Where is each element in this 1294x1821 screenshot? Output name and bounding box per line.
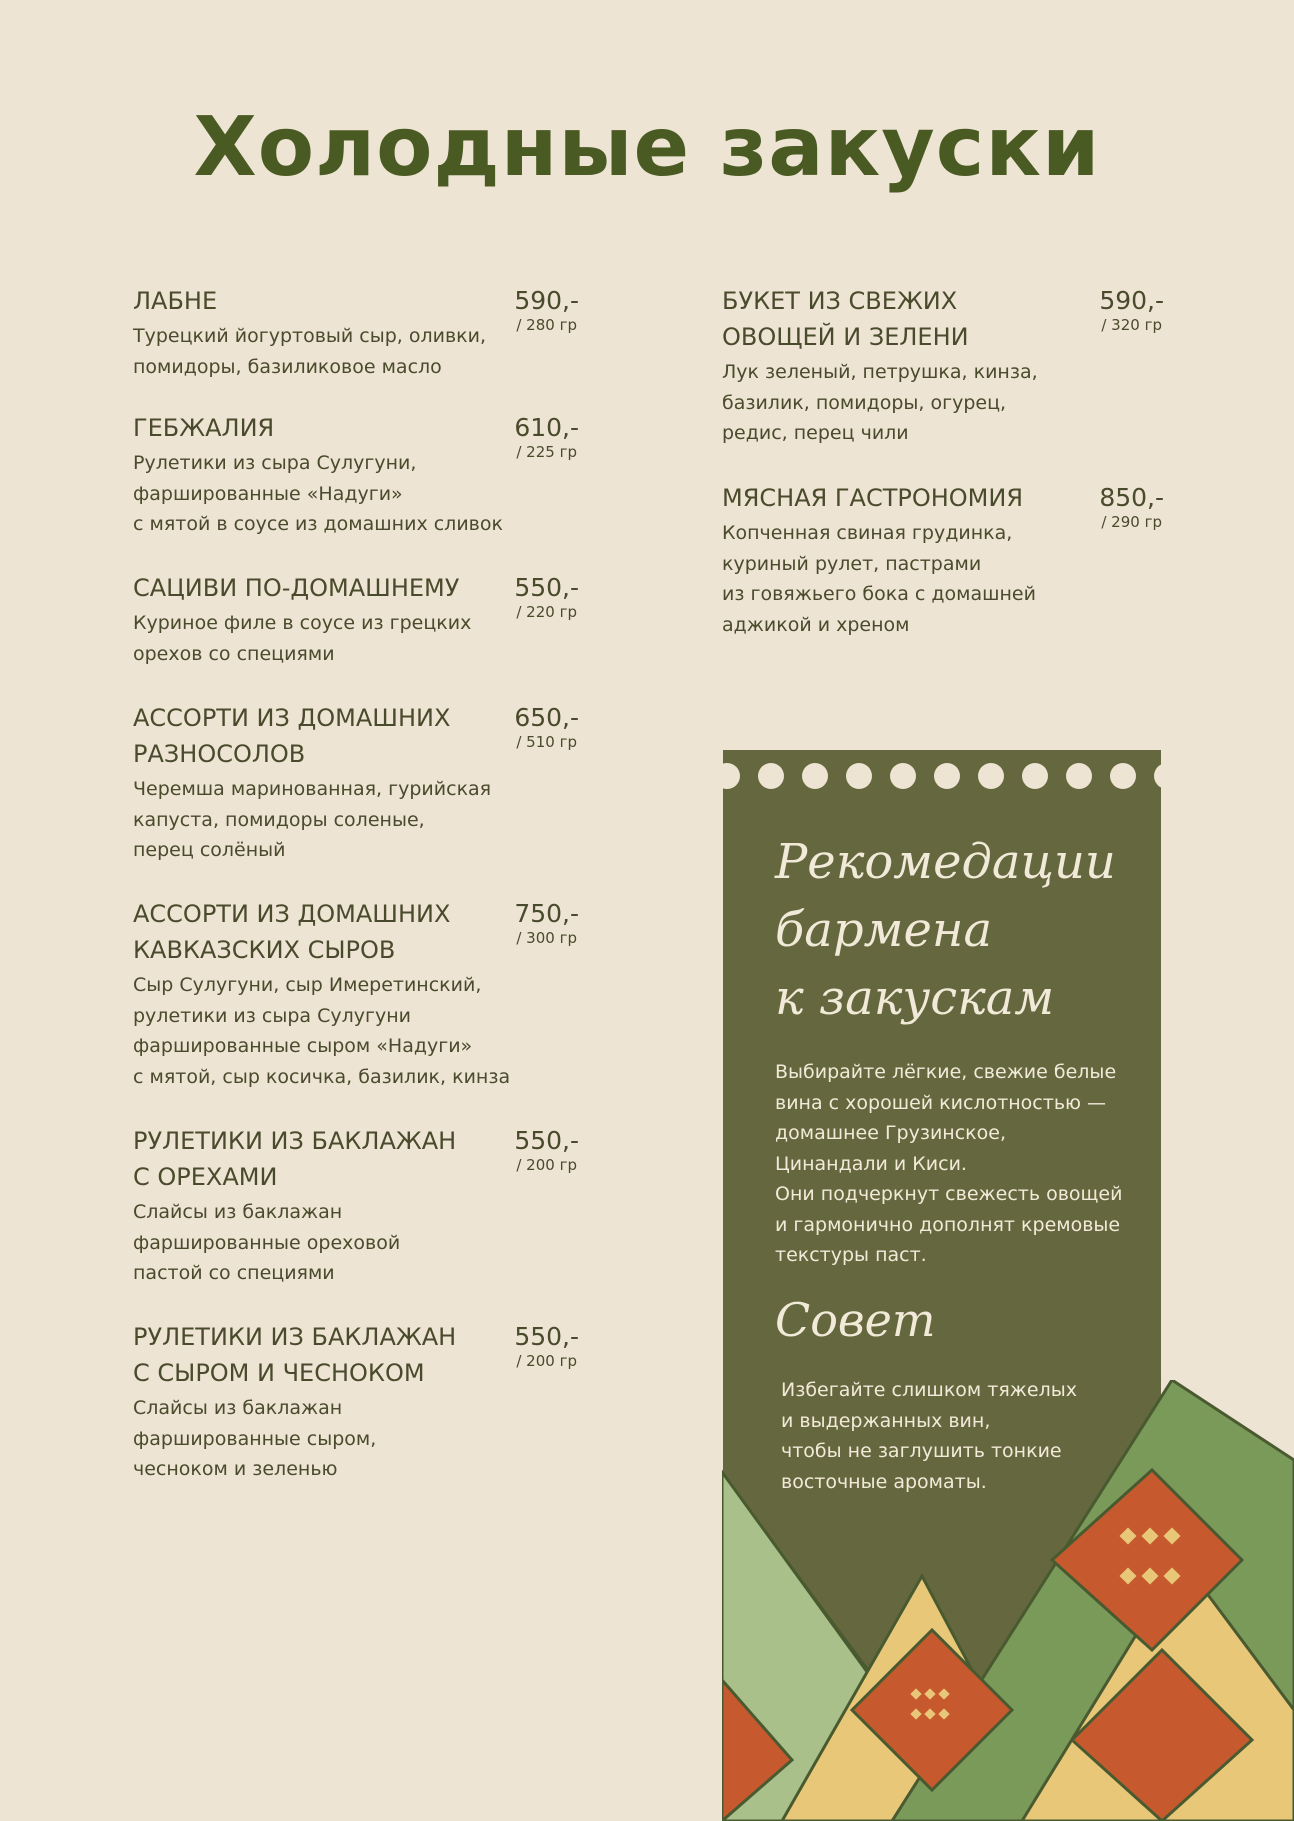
bartender-body-line: вина с хорошей кислотностью — <box>775 1091 1107 1114</box>
menu-item-description-line: с мятой в соусе из домашних сливок <box>133 513 503 535</box>
menu-item-name-line: БУКЕТ ИЗ СВЕЖИХ <box>722 287 958 315</box>
perforation-dot <box>1154 763 1161 789</box>
bartender-heading-line: бармена <box>775 902 993 958</box>
menu-item-description-line: фаршированные сыром, <box>133 1427 377 1450</box>
menu-item-description <box>722 357 1164 449</box>
menu-item-description-line: Копченная свиная грудинка, <box>722 522 1013 544</box>
menu-item-name-line: ОВОЩЕЙ И ЗЕЛЕНИ <box>722 323 969 351</box>
bartender-body-line: домашнее Грузинское, <box>775 1122 1007 1144</box>
portion-weight: / 290 гр <box>1101 513 1162 531</box>
menu-item <box>133 570 579 669</box>
price-value: 590,- <box>1099 286 1164 315</box>
menu-item-price <box>514 1319 579 1369</box>
tip-body-line: и выдержанных вин, <box>781 1409 991 1432</box>
tip-body-line: восточные ароматы. <box>781 1470 987 1493</box>
menu-item-description-line: рулетики из сыра Сулугуни <box>133 1004 411 1027</box>
perforation-dot <box>723 763 740 789</box>
menu-item-description-line: из говяжьего бока с домашней <box>722 583 1036 605</box>
menu-item-price <box>514 896 579 946</box>
menu-item <box>133 283 579 382</box>
menu-item-name-line: ГЕБЖАЛИЯ <box>133 414 275 442</box>
menu-item-description-line: Черемша маринованная, гурийская <box>133 778 492 800</box>
menu-item-name <box>133 1123 478 1195</box>
menu-item-price <box>514 570 579 620</box>
price-value: 850,- <box>1099 483 1164 512</box>
menu-item-name <box>133 700 478 772</box>
portion-weight: / 200 гр <box>516 1156 577 1174</box>
menu-item-description-line: чесноком и зеленью <box>133 1458 338 1480</box>
perforation-dot <box>846 763 872 789</box>
menu-item <box>133 1319 579 1485</box>
price-value: 750,- <box>514 899 579 928</box>
menu-item-description-line: перец солёный <box>133 839 286 861</box>
menu-item <box>133 410 579 540</box>
menu-item-description-line: орехов со специями <box>133 642 335 665</box>
menu-item-description-line: Рулетики из сыра Сулугуни, <box>133 452 417 474</box>
perforation-dot <box>934 763 960 789</box>
menu-item <box>133 896 579 1092</box>
price-value: 550,- <box>514 1126 579 1155</box>
menu-item-description-line: капуста, помидоры соленые, <box>133 808 425 831</box>
price-value: 550,- <box>514 573 579 602</box>
menu-item <box>133 1123 579 1289</box>
menu-item-description-line: Сыр Сулугуни, сыр Имеретинский, <box>133 974 482 996</box>
menu-item-name-line: РАЗНОСОЛОВ <box>133 740 306 768</box>
menu-item-description <box>133 448 579 540</box>
menu-item-name <box>133 570 478 606</box>
menu-item-name-line: С СЫРОМ И ЧЕСНОКОМ <box>133 1359 425 1387</box>
tip-heading: Совет <box>775 1293 936 1347</box>
menu-item-description-line: Лук зеленый, петрушка, кинза, <box>722 361 1038 383</box>
menu-item-price <box>514 700 579 750</box>
menu-item-price <box>514 410 579 460</box>
menu-item-name <box>722 480 1067 516</box>
menu-item-description <box>133 970 579 1092</box>
portion-weight: / 220 гр <box>516 603 577 621</box>
menu-item-description <box>133 1393 579 1485</box>
menu-item-description-line: фаршированные ореховой <box>133 1231 401 1254</box>
menu-item-description-line: Слайсы из баклажан <box>133 1201 343 1223</box>
menu-item-name-line: САЦИВИ ПО-ДОМАШНЕМУ <box>133 574 460 602</box>
perforation-dot <box>890 763 916 789</box>
menu-item-description <box>133 1197 579 1289</box>
menu-item-name-line: ЛАБНЕ <box>133 287 218 315</box>
price-value: 550,- <box>514 1322 579 1351</box>
menu-item-name <box>133 283 478 319</box>
bartender-heading-line: к закускам <box>775 970 1055 1026</box>
menu-item-description-line: фаршированные «Надуги» <box>133 482 403 505</box>
menu-item-price <box>1099 480 1164 530</box>
price-value: 650,- <box>514 703 579 732</box>
menu-item-name-line: РУЛЕТИКИ ИЗ БАКЛАЖАН <box>133 1323 457 1351</box>
menu-item-name-line: АССОРТИ ИЗ ДОМАШНИХ <box>133 900 451 928</box>
menu-item-name-line: АССОРТИ ИЗ ДОМАШНИХ <box>133 704 451 732</box>
portion-weight: / 320 гр <box>1101 316 1162 334</box>
portion-weight: / 510 гр <box>516 733 577 751</box>
menu-item <box>722 480 1164 640</box>
bartender-body-line: и гармонично дополнят кремовые <box>775 1213 1121 1236</box>
perforation-dot <box>758 763 784 789</box>
page-title: Холодные закуски <box>193 100 1101 195</box>
menu-item-name-line: РУЛЕТИКИ ИЗ БАКЛАЖАН <box>133 1127 457 1155</box>
bartender-heading-line: Рекомедации <box>775 834 1116 890</box>
menu-item-description-line: редис, перец чили <box>722 422 909 444</box>
menu-item-description <box>133 774 579 866</box>
menu-item-description-line: фаршированные сыром «Надуги» <box>133 1035 473 1057</box>
portion-weight: / 280 гр <box>516 316 577 334</box>
menu-item-name-line: С ОРЕХАМИ <box>133 1163 278 1191</box>
menu-item-name-line: КАВКАЗСКИХ СЫРОВ <box>133 936 396 964</box>
menu-item-name-line: МЯСНАЯ ГАСТРОНОМИЯ <box>722 484 1024 512</box>
bartender-body <box>775 1057 1135 1271</box>
tip-body-line: Избегайте слишком тяжелых <box>781 1379 1077 1401</box>
price-value: 610,- <box>514 413 579 442</box>
menu-item-description-line: пастой со специями <box>133 1262 335 1284</box>
menu-item-description-line: Турецкий йогуртовый сыр, оливки, <box>133 325 487 347</box>
menu-item-name <box>133 1319 478 1391</box>
menu-item-description-line: Слайсы из баклажан <box>133 1397 343 1419</box>
menu-item-price <box>514 283 579 333</box>
georgian-ornament-decoration <box>722 1380 1294 1821</box>
bartender-heading <box>775 828 1135 1032</box>
menu-item-price <box>514 1123 579 1173</box>
perforation-dots <box>723 762 1161 790</box>
menu-item-description-line: с мятой, сыр косичка, базилик, кинза <box>133 1065 511 1088</box>
bartender-body-line: текстуры паст. <box>775 1244 927 1266</box>
menu-item-name <box>133 410 478 446</box>
menu-item-description <box>722 518 1164 640</box>
menu-item-name <box>722 283 1067 355</box>
bartender-body-line: Выбирайте лёгкие, свежие белые <box>775 1061 1117 1083</box>
price-value: 590,- <box>514 286 579 315</box>
menu-item <box>722 283 1164 449</box>
menu-item-description-line: Куриное филе в соусе из грецких <box>133 612 472 634</box>
menu-item-name <box>133 896 478 968</box>
bartender-body-line: Они подчеркнут свежесть овощей <box>775 1183 1123 1205</box>
perforation-dot <box>1110 763 1136 789</box>
menu-item-description-line: помидоры, базиликовое масло <box>133 355 442 378</box>
menu-item-description-line: куриный рулет, пастрами <box>722 552 982 575</box>
perforation-dot <box>1066 763 1092 789</box>
bartender-body-line: Цинандали и Киси. <box>775 1152 967 1175</box>
menu-item-description <box>133 321 579 382</box>
menu-item <box>133 700 579 866</box>
menu-item-description <box>133 608 579 669</box>
tip-body-line: чтобы не заглушить тонкие <box>781 1440 1062 1462</box>
menu-item-price <box>1099 283 1164 333</box>
portion-weight: / 225 гр <box>516 443 577 461</box>
menu-item-description-line: аджикой и хреном <box>722 613 910 636</box>
perforation-dot <box>802 763 828 789</box>
portion-weight: / 300 гр <box>516 929 577 947</box>
perforation-dot <box>978 763 1004 789</box>
menu-item-description-line: базилик, помидоры, огурец, <box>722 391 1007 414</box>
perforation-dot <box>1022 763 1048 789</box>
portion-weight: / 200 гр <box>516 1352 577 1370</box>
